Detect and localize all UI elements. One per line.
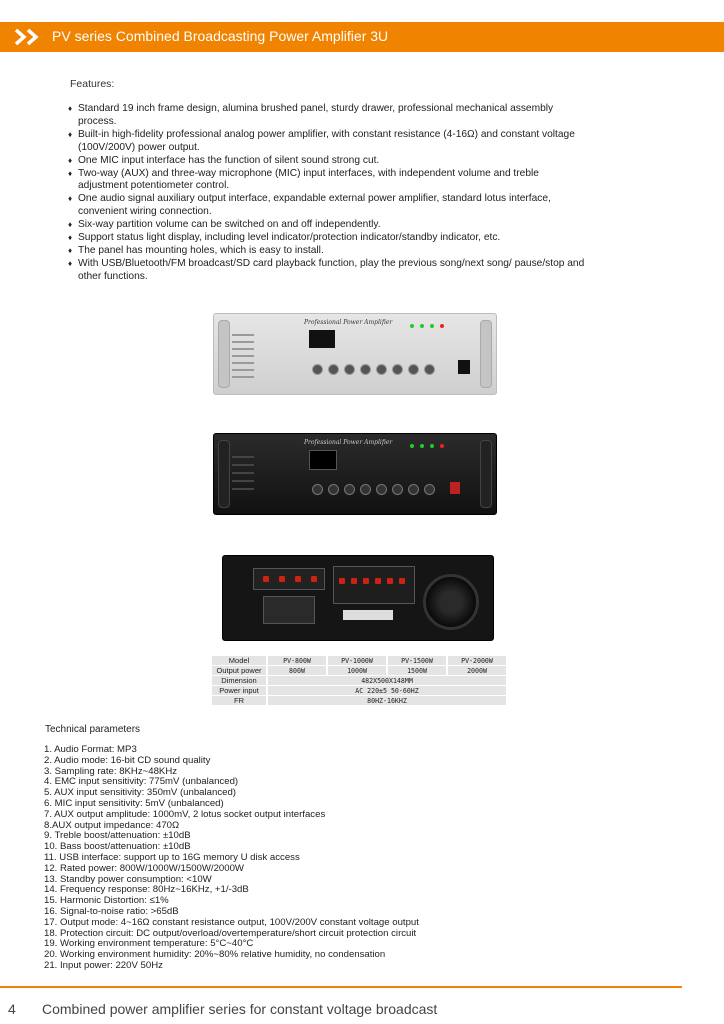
amplifier-label: Professional Power Amplifier <box>304 439 393 446</box>
rack-handle <box>480 320 492 388</box>
footer-divider <box>0 986 682 988</box>
features-heading: Features: <box>70 78 115 90</box>
cooling-fan-icon <box>423 574 479 630</box>
black-amplifier-image <box>213 433 497 515</box>
rack-handle <box>480 440 492 508</box>
rack-handle <box>218 320 230 388</box>
page-number: 4 <box>8 1001 16 1017</box>
list-item: 16. Signal-to-noise ratio: >65dB <box>44 905 179 917</box>
spec-table <box>210 655 508 706</box>
feature-item: ♦ Two-way (AUX) and three-way microphone (MIC) input interfaces, with independent volume and treble adjustment potentiometer control. <box>68 168 588 194</box>
knob-icon <box>424 364 435 375</box>
table-row: Power input AC 220±5 50-60HZ <box>212 686 506 695</box>
list-item: 15. Harmonic Distortion: ≤1% <box>44 895 169 907</box>
list-item: 20. Working environment humidity: 20%~80% relative humidity, no condensation <box>44 949 386 961</box>
list-item: 3. Sampling rate: 8KHz~48KHz <box>44 765 178 777</box>
knob-icon <box>344 484 355 495</box>
list-item: 7. AUX output amplitude: 1000mV, 2 lotus socket output interfaces <box>44 808 326 820</box>
media-display <box>309 450 337 470</box>
list-item: 6. MIC input sensitivity: 5mV (unbalanced) <box>44 797 224 809</box>
list-item: 13. Standby power consumption: <10W <box>44 873 212 885</box>
knob-icon <box>328 364 339 375</box>
table-row: Dimension 482X500X148MM <box>212 676 506 685</box>
feature-item: ♦ With USB/Bluetooth/FM broadcast/SD card playback function, play the previous song/next song/ pause/stop and other functions. <box>68 258 588 284</box>
list-item: 17. Output mode: 4~16Ω constant resistance output, 100V/200V constant voltage output <box>44 916 419 928</box>
list-item: 10. Bass boost/attenuation: ±10dB <box>44 841 191 853</box>
rear-panel-image <box>222 555 494 641</box>
list-item: 21. Input power: 220V 50Hz <box>44 959 163 971</box>
knob-icon <box>312 364 323 375</box>
knob-icon <box>360 484 371 495</box>
page-title: PV series Combined Broadcasting Power Amplifier 3U <box>52 28 389 44</box>
knob-icon <box>344 364 355 375</box>
media-display <box>309 330 335 348</box>
warning-label <box>343 610 393 620</box>
table-row: Model PV-800W PV-1000W PV-1500W PV-2000W <box>212 656 506 665</box>
rack-handle <box>218 440 230 508</box>
list-item: 18. Protection circuit: DC output/overload/overtemperature/short circuit protection circuit <box>44 927 417 939</box>
table-row: FR 80HZ-16KHZ <box>212 696 506 705</box>
knob-icon <box>408 484 419 495</box>
technical-heading: Technical parameters <box>45 724 141 735</box>
table-row: Output power 800W 1000W 1500W 2000W <box>212 666 506 675</box>
power-switch-icon <box>450 482 460 494</box>
feature-item: ♦ Standard 19 inch frame design, alumina brushed panel, sturdy drawer, professional mechanical assembly process. <box>68 103 588 129</box>
feature-item: ♦ One MIC input interface has the function of silent sound strong cut. <box>68 155 588 168</box>
knob-icon <box>376 484 387 495</box>
knob-icon <box>312 484 323 495</box>
knob-icon <box>360 364 371 375</box>
list-item: 14. Frequency response: 80Hz~16KHz, +1/-3dB <box>44 884 249 896</box>
feature-item: ♦ Support status light display, including level indicator/protection indicator/standby indicator, etc. <box>68 232 588 245</box>
feature-item: ♦ Six-way partition volume can be switched on and off independently. <box>68 219 588 232</box>
features-list <box>68 103 588 284</box>
list-item: 1. Audio Format: MP3 <box>44 744 137 755</box>
knob-icon <box>392 484 403 495</box>
footer-title: Combined power amplifier series for constant voltage broadcast <box>42 1001 438 1017</box>
knob-icon <box>328 484 339 495</box>
list-item: 11. USB interface: support up to 16G memory U disk access <box>44 851 300 863</box>
double-chevron-icon <box>14 28 44 46</box>
header-banner <box>0 22 724 52</box>
list-item: 19. Working environment temperature: 5°C~40°C <box>44 938 254 950</box>
list-item: 12. Rated power: 800W/1000W/1500W/2000W <box>44 862 244 874</box>
feature-item: ♦ The panel has mounting holes, which is easy to install. <box>68 245 588 258</box>
knob-icon <box>392 364 403 375</box>
power-switch-icon <box>458 360 470 374</box>
list-item: 4. EMC input sensitivity: 775mV (unbalanced) <box>44 776 239 788</box>
technical-list <box>44 745 419 972</box>
list-item: 5. AUX input sensitivity: 350mV (unbalanced) <box>44 787 236 799</box>
feature-item: ♦ One audio signal auxiliary output interface, expandable external power amplifier, standard lotus interface, convenient wiring connection. <box>68 193 588 219</box>
knob-icon <box>408 364 419 375</box>
list-item: 2. Audio mode: 16-bit CD sound quality <box>44 754 211 766</box>
silver-amplifier-image <box>213 313 497 395</box>
list-item: 9. Treble boost/attenuation: ±10dB <box>44 830 191 842</box>
knob-icon <box>376 364 387 375</box>
list-item: 8.AUX output impedance: 470Ω <box>44 819 180 831</box>
amplifier-label: Professional Power Amplifier <box>304 319 393 326</box>
knob-icon <box>424 484 435 495</box>
feature-item: ♦ Built-in high-fidelity professional analog power amplifier, with constant resistance (4-16Ω) and constant voltage (100V/200V) power output. <box>68 129 588 155</box>
